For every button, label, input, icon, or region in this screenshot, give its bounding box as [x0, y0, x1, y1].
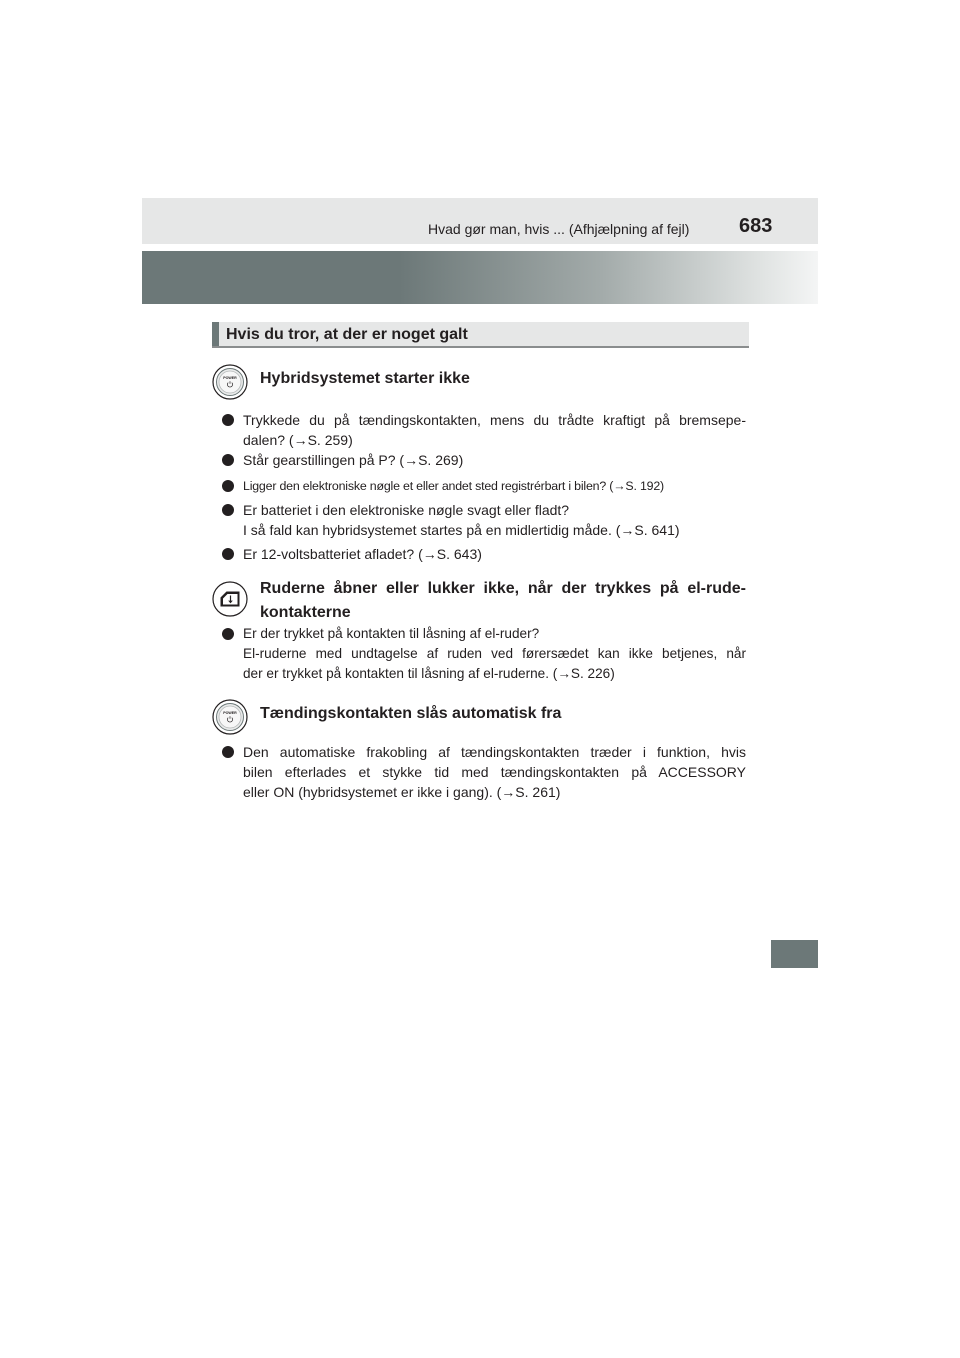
- list-item: [222, 410, 746, 450]
- bullet-icon: [222, 628, 234, 640]
- page-number: 683: [739, 215, 773, 237]
- bullet-line: Ligger den elektroniske nøgle et eller andet sted registrérbart i bilen? (→S. 192): [243, 479, 664, 493]
- subsection-heading-ignition: Tændingskontakten slås automatisk fra: [260, 705, 562, 722]
- bullet-line: Er batteriet i den elektroniske nøgle svagt eller fladt?: [243, 502, 570, 518]
- power-button-icon: [212, 364, 248, 400]
- chapter-banner: [142, 251, 818, 304]
- list-item: [222, 544, 746, 564]
- list-item: [222, 476, 746, 496]
- heading-line: kontakterne: [260, 604, 351, 621]
- bullet-icon: [222, 504, 234, 516]
- bullet-line: dalen? (→S. 259): [243, 432, 353, 448]
- power-window-icon: [212, 581, 248, 617]
- section-title: Hvis du tror, at der er noget galt: [226, 326, 468, 343]
- power-label: POWER: [223, 711, 237, 715]
- bullet-icon: [222, 480, 234, 492]
- power-label: POWER: [223, 376, 237, 380]
- bullet-icon: [222, 548, 234, 560]
- subsection-heading-hybrid: Hybridsystemet starter ikke: [260, 370, 470, 387]
- power-button-icon: [212, 699, 248, 735]
- bullet-icon: [222, 414, 234, 426]
- section-title-bar: [212, 322, 749, 348]
- chapter-side-tab: [771, 940, 818, 968]
- heading-line: Ruderne åbner eller lukker ikke, når der trykkes på el-rude-: [260, 580, 746, 597]
- bullet-line: Er 12-voltsbatteriet afladet? (→S. 643): [243, 546, 482, 562]
- subsection-heading-windows: [260, 577, 746, 625]
- bullet-line: Den automatiske frakobling af tændingskontakten træder i funktion, hvis: [243, 744, 746, 760]
- list-item: [222, 500, 746, 540]
- bullet-icon: [222, 746, 234, 758]
- bullet-icon: [222, 454, 234, 466]
- bullet-line: bilen efterlades et stykke tid med tændingskontakten på ACCESSORY: [243, 764, 746, 780]
- list-item: [222, 624, 746, 684]
- header-title: Hvad gør man, hvis ... (Afhjælpning af fejl): [428, 221, 690, 237]
- bullet-line: der er trykket på kontakten til låsning af el-ruderne. (→S. 226): [243, 666, 615, 681]
- bullet-line: Er der trykket på kontakten til låsning af el-ruder?: [243, 626, 540, 641]
- bullet-line: I så fald kan hybridsystemet startes på en midlertidig måde. (→S. 641): [243, 522, 680, 538]
- section-title-accent: [212, 322, 219, 346]
- bullet-line: eller ON (hybridsystemet er ikke i gang). (→S. 261): [243, 784, 561, 800]
- bullet-line: Trykkede du på tændingskontakten, mens du trådte kraftigt på bremsepe-: [243, 412, 746, 428]
- list-item: [222, 742, 746, 802]
- bullet-line: Står gearstillingen på P? (→S. 269): [243, 452, 464, 468]
- bullet-line: El-ruderne med undtagelse af ruden ved førersædet kan ikke betjenes, når: [243, 646, 746, 661]
- list-item: [222, 450, 746, 470]
